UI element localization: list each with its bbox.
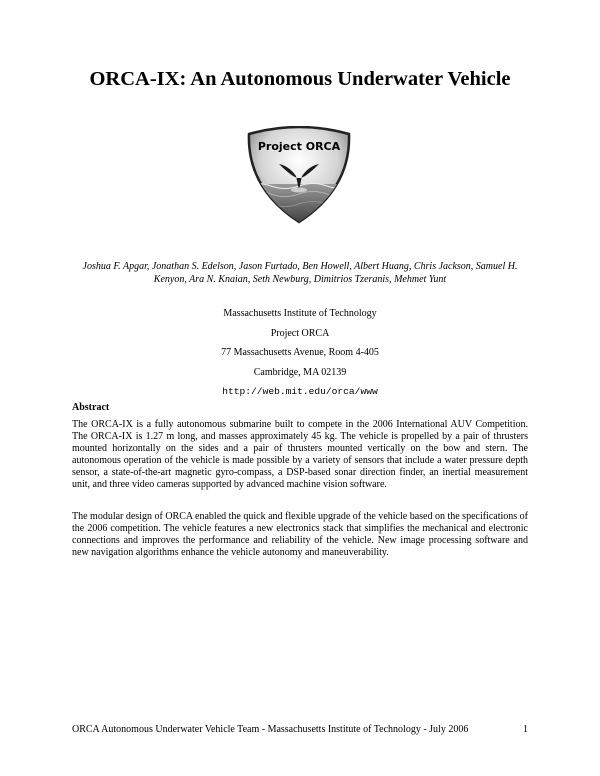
author-list: Joshua F. Apgar, Jonathan S. Edelson, Jason Furtado, Ben Howell, Albert Huang, Chris Jackson, Samuel H. Kenyon, Ara N. Knaian, Seth Newburg, Dimitrios Tzeranis, Mehmet Yunt bbox=[82, 261, 518, 285]
abstract-heading: Abstract bbox=[72, 402, 110, 413]
footer-text: ORCA Autonomous Underwater Vehicle Team - Massachusetts Institute of Technology - July 2006 bbox=[72, 724, 469, 735]
logo-text: Project ORCA bbox=[257, 140, 341, 153]
affiliation-url[interactable]: http://web.mit.edu/orca/www bbox=[222, 386, 378, 397]
project-orca-logo bbox=[243, 126, 355, 226]
affiliation-group: Project ORCA bbox=[270, 327, 330, 339]
affiliation-block bbox=[0, 307, 600, 405]
whale-tail-shield-icon bbox=[243, 126, 355, 226]
affiliation-street: 77 Massachusetts Avenue, Room 4-405 bbox=[221, 347, 379, 358]
page-number: 1 bbox=[523, 724, 528, 735]
abstract-paragraph-2: The modular design of ORCA enabled the quick and flexible upgrade of the vehicle based on the specifications of the 2006 competition. The vehicle features a new electronics stack that simplifies the mechanical and electronic connections and improves the performance and reliability of the vehicle. New image processing software and new navigation algorithms enhance the vehicle autonomy and maneuverability. bbox=[72, 511, 528, 559]
paper-title: ORCA-IX: An Autonomous Underwater Vehicle bbox=[89, 68, 511, 90]
abstract-paragraph-1: The ORCA-IX is a fully autonomous submarine built to compete in the 2006 International AUV Competition. The ORCA-IX is 1.27 m long, and masses approximately 45 kg. The vehicle is propelled by a pair of thrusters mounted horizontally on the sides and a pair of thrusters mounted vertically on the bow and stern. The autonomous operation of the vehicle is made possible by a variety of sensors that include a water pressure depth sensor, a state-of-the-art magnetic gyro-compass, a DSP-based sonar direction finder, an inertial measurement unit, and three video cameras supported by advanced machine vision software. bbox=[72, 419, 528, 491]
affiliation-institution: Massachusetts Institute of Technology bbox=[223, 308, 377, 319]
affiliation-city: Cambridge, MA 02139 bbox=[253, 366, 347, 378]
